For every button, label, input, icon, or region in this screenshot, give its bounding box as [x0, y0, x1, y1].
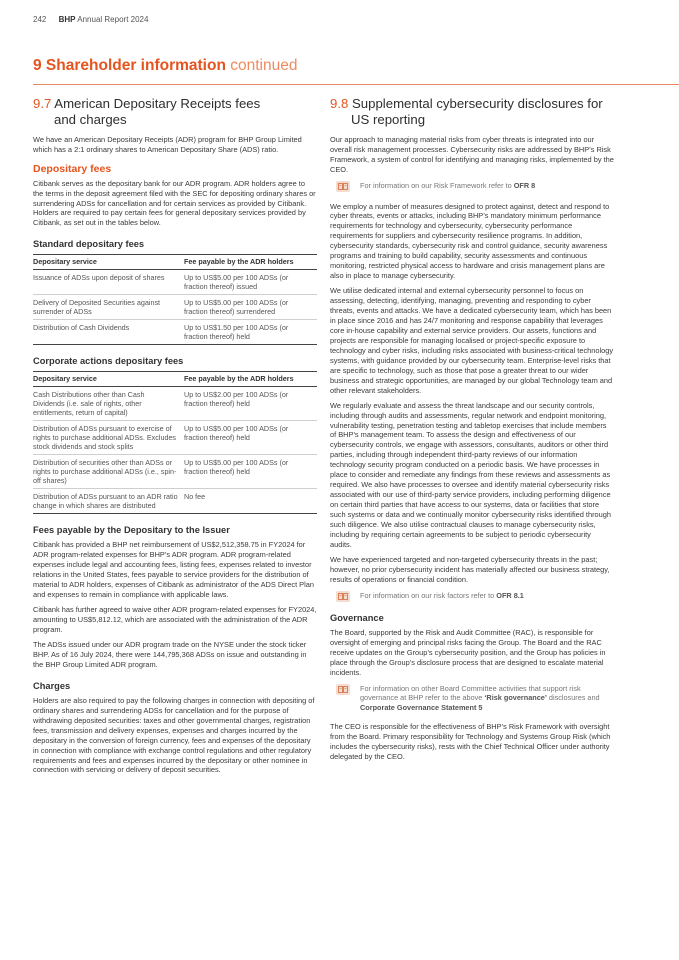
book-reference-icon	[336, 684, 350, 695]
cyber-text-1: Our approach to managing material risks from cyber threats is integrated into our overall risk management processes. Cybersecurity risks are addressed by BHP’s Risk Framework, a system of control for identifying and managing risks, implemented by the CEO.	[330, 134, 614, 174]
risk-framework-reference	[332, 181, 614, 192]
board-committee-reference	[332, 684, 614, 713]
table-header-service: Depositary service	[33, 255, 184, 270]
cyber-text-4: We regularly evaluate and assess the threat landscape and our security controls, including through audits and assessments, regular network and endpoint monitoring, vulnerability testing, penetration testing and tabletop exercises that include members of BHP’s management team. To assess the design and effectiveness of our cybersecurity controls, we engage with assessors, consultants, auditors or other third parties, including through independent third-party reviews of our information technology security program conducted on a periodic basis. We have processes in place to consider and remediate any findings from these reviews and assessments as required. We also have processes to oversee and identify material cybersecurity risks associated with our use of third-party service providers, including performing diligence on certain third parties that have access to our systems, data or facilities that store such systems or data and we continually monitor cybersecurity risks identified through such diligence. We also utilise contractual clauses to manage cybersecurity risks, including by requiring certain agreements to be subject to periodic cybersecurity audits.	[330, 400, 611, 549]
table-cell-service: Distribution of Cash Dividends	[33, 320, 184, 345]
table-cell-service: Distribution of securities other than ADSs or rights to purchase additional ADSs (i.e., spin-off shares)	[33, 455, 184, 489]
cyber-heading-number: 9.8	[330, 96, 349, 111]
cybersecurity-heading	[330, 96, 614, 128]
section-continued: continued	[225, 57, 298, 74]
table-cell-fee: Up to US$5.00 per 100 ADSs (or fraction thereof) held	[184, 455, 317, 489]
corporate-fees-heading: Corporate actions depositary fees	[33, 356, 184, 367]
ceo-responsibility-text: The CEO is responsible for the effectiveness of BHP’s Risk Framework with oversight from the Board. Primary responsibility for Technology and Systems Group Risk (which includes the cybersecurity risks), rests with the Chief Technical Officer under authority delegated by the CEO.	[330, 722, 611, 761]
table-cell-fee: Up to US$5.00 per 100 ADSs (or fraction thereof) surrendered	[184, 295, 317, 320]
table-cell-fee: No fee	[184, 489, 317, 514]
issuer-fees-text-2: Citibank has further agreed to waive other ADR program-related expenses for FY2024, amounting to US$5,812.12, which are associated with the administration of the ADR program.	[33, 605, 317, 634]
book-reference-icon	[336, 591, 350, 602]
table-cell-fee: Up to US$1.50 per 100 ADSs (or fraction thereof) held	[184, 320, 317, 345]
issuer-fees-text-1: Citibank has provided a BHP net reimbursement of US$2,512,358.75 in FY2024 for ADR program-related expenses for BHP’s ADR program. ADR program-related expenses include legal and accounting fees, listing fees, expenses related to investor relations in the United States, fees payable to service providers for the distribution of material to ADR holders, expenses of Citibank as administrator of the ADS Direct Plan and expenses to remain in compliance with applicable laws.	[33, 540, 314, 600]
table-row	[33, 320, 317, 345]
table-header-row	[33, 255, 317, 270]
reference-text: For information on our Risk Framework refer to	[360, 180, 514, 190]
governance-text: The Board, supported by the Risk and Audit Committee (RAC), is responsible for oversight of emerging and principal risks facing the Group. The Board and the RAC receive updates on the Group’s cybersecurity position, and the Group has policies in place through the Group’s disclosure process that are designed to escalate material incidents.	[330, 627, 606, 677]
reference-link[interactable]: OFR 8	[513, 180, 536, 190]
reference-link[interactable]: Corporate Governance Statement 5	[360, 702, 483, 712]
table-cell-service: Issuance of ADSs upon deposit of shares	[33, 270, 184, 295]
table-cell-service: Delivery of Deposited Securities against surrender of ADSs	[33, 295, 184, 320]
cyber-heading-line1: Supplemental cybersecurity disclosures for	[348, 96, 603, 111]
table-row	[33, 387, 317, 421]
standard-fees-table	[33, 254, 317, 345]
reference-text: For information on other Board Committee activities that support risk governance at BHP refer to the above	[360, 683, 581, 703]
charges-heading: Charges	[33, 680, 71, 691]
standard-fees-heading: Standard depositary fees	[33, 239, 145, 250]
table-row	[33, 421, 317, 455]
reference-text: For information on our risk factors refer to	[360, 590, 497, 600]
table-cell-fee: Up to US$5.00 per 100 ADSs (or fraction thereof) held	[184, 421, 317, 455]
table-cell-fee: Up to US$2.00 per 100 ADSs (or fraction thereof) held	[184, 387, 317, 421]
section-divider	[33, 84, 679, 85]
table-cell-service: Distribution of ADSs pursuant to an ADR ratio change in which shares are distributed	[33, 489, 184, 514]
page-header	[33, 15, 148, 24]
book-reference-icon	[336, 181, 350, 192]
depositary-fees-heading: Depositary fees	[33, 162, 112, 175]
cyber-text-2: We employ a number of measures designed to protect against, detect and respond to cyber threats, events or attacks, including BHP’s mandatory minimum performance requirements for technology and cybersecurity, cybersecurity performance requirements for suppliers and cybersecurity resilience programs. In addition, cybersecurity standards, cybersecurity risk and control guidance, security awareness programs and training to build capability, security assessments and continuous monitoring, restricted physical access to hardware and crisis management plans are also in place to manage cybersecurity.	[330, 201, 610, 281]
brand-name: BHP	[58, 15, 76, 24]
depositary-fees-text: Citibank serves as the depositary bank for our ADR program. ADR holders agree to the terms in the deposit agreement filed with the SEC for depositing ordinary shares or surrendering ADSs for cancellation and for certain services as provided by Citibank. Holders are required to pay certain fees for general depositary services provided by Citibank, as set out in the tables below.	[33, 178, 316, 228]
adr-heading-number: 9.7	[33, 96, 52, 111]
adr-fees-heading	[33, 96, 317, 128]
reference-text: disclosures and	[546, 693, 600, 703]
adr-heading-line1: American Depositary Receipts fees	[51, 96, 261, 111]
table-header-fee: Fee payable by the ADR holders	[184, 372, 317, 387]
governance-heading: Governance	[330, 612, 384, 623]
section-title	[33, 57, 297, 75]
cyber-heading-line2: US reporting	[351, 111, 426, 127]
table-header-service: Depositary service	[33, 372, 184, 387]
report-title: Annual Report 2024	[75, 15, 149, 24]
issuer-fees-text-3: The ADSs issued under our ADR program trade on the NYSE under the stock ticker BHP. As of 16 July 2024, there were 144,795,368 ADSs on issue and outstanding in the BHP Group Limited ADR program.	[33, 639, 307, 669]
section-title-text: 9 Shareholder information	[33, 57, 226, 74]
adr-heading-line2: and charges	[54, 111, 127, 127]
adr-intro: We have an American Depositary Receipts (ADR) program for BHP Group Limited which has a 2:1 ordinary shares to American Depositary Share (ADS) ratio.	[33, 134, 302, 154]
charges-text: Holders are also required to pay the following charges in connection with depositing of ordinary shares and surrendering ADSs for cancellation and for the purpose of withdrawing deposited securities: taxes and other governmental charges, registration fees, transmission and delivery expenses, expenses and charges incurred by the depositary in the conversion of foreign currency, fees and expenses of the depositary in connection with compliance with exchange control regulations and other regulatory requirements and fees and expenses incurred by the depositary or other nominee in connection with servicing or delivery of deposit securities.	[33, 695, 315, 775]
table-cell-service: Distribution of ADSs pursuant to exercise of rights to purchase additional ADSs. Excludes stock dividends and stock splits	[33, 421, 184, 455]
corporate-fees-table	[33, 371, 317, 514]
table-row	[33, 489, 317, 514]
page-number: 242	[33, 15, 47, 24]
reference-link[interactable]: OFR 8.1	[496, 590, 524, 600]
table-row	[33, 270, 317, 295]
table-row	[33, 455, 317, 489]
table-cell-service: Cash Distributions other than Cash Dividends (i.e. sale of rights, other entitlements, return of capital)	[33, 387, 184, 421]
table-header-fee: Fee payable by the ADR holders	[184, 255, 317, 270]
table-header-row	[33, 372, 317, 387]
risk-factors-reference	[332, 591, 614, 602]
left-column	[33, 96, 317, 780]
cyber-text-3: We utilise dedicated internal and external cybersecurity personnel to focus on assessing, detecting, identifying, managing, preventing and responding to cyber threats, events and attacks. We have a dedicated cybersecurity team, which has been in place since 2016 and has 24/7 monitoring and response capability that leverages core in-house capability and external service providers. Our assets, functions and projects are responsible for managing localised or project-specific exposure to technology and cyber risks, including risks associated with business-critical technology systems, with guidance provided by our cybersecurity team. Enterprise-level risks that are specific to technology, such as those that pose a greater threat to our wider business and strategic opportunities, are managed by our global Technology team and other relevant stakeholders.	[330, 286, 614, 395]
cyber-text-5: We have experienced targeted and non-targeted cybersecurity threats in the past; however, no prior cybersecurity incident has materially affected our business strategy, results of operations or financial condition.	[330, 554, 610, 584]
table-cell-fee: Up to US$5.00 per 100 ADSs (or fraction thereof) issued	[184, 270, 317, 295]
issuer-fees-heading: Fees payable by the Depositary to the Issuer	[33, 525, 230, 536]
reference-link[interactable]: ‘Risk governance’	[484, 693, 547, 703]
table-row	[33, 295, 317, 320]
right-column	[330, 96, 614, 767]
